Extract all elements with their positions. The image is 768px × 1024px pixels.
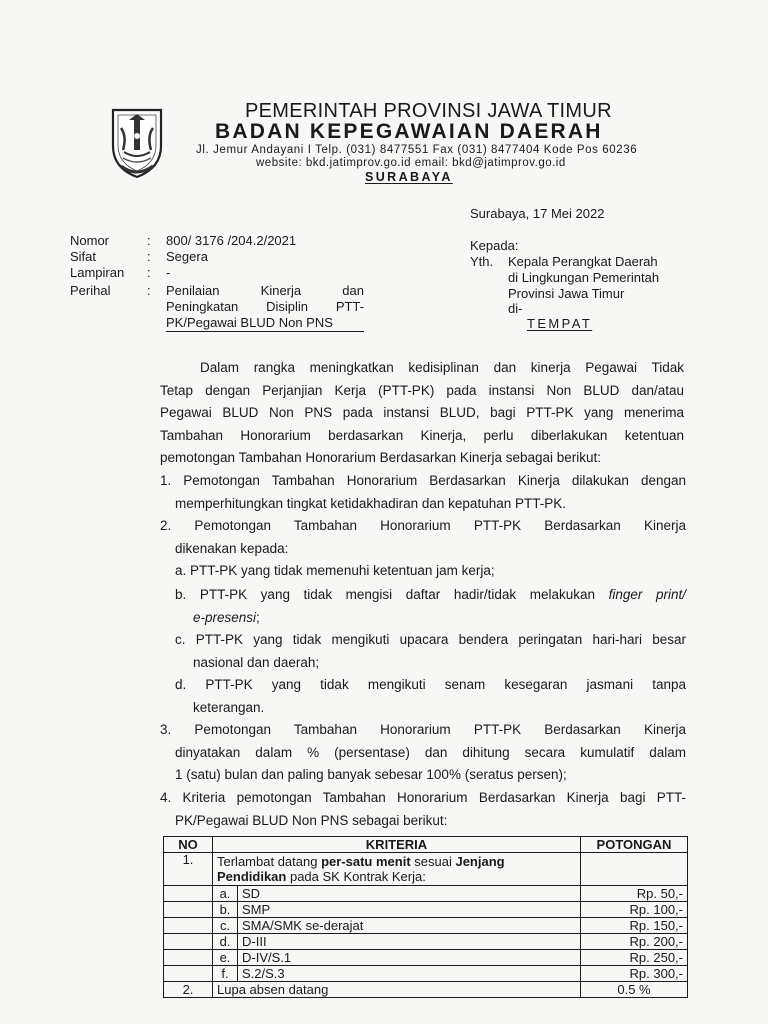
- header-potongan: POTONGAN: [581, 837, 688, 853]
- paragraph-line: 1 (satu) bulan dan paling banyak sebesar 100% (seratus persen);: [175, 767, 567, 782]
- recipient-line: di-: [508, 301, 523, 316]
- sub-value: Rp. 100,-: [581, 902, 688, 918]
- criteria-table: [163, 836, 688, 998]
- perihal-label: Perihal: [70, 283, 111, 298]
- row-no: [164, 950, 213, 966]
- perihal-colon: :: [147, 283, 151, 298]
- paragraph-line: PK/Pegawai BLUD Non PNS sebagai berikut:: [175, 812, 448, 828]
- perihal-value: [166, 283, 364, 332]
- kriteria-bold: Pendidikan: [217, 869, 287, 884]
- sub-label: SD: [238, 886, 581, 902]
- letterhead-agency: BADAN KEPEGAWAIAN DAERAH: [215, 120, 603, 143]
- kepada-label: Kepada:: [470, 238, 519, 253]
- table-row: [164, 918, 688, 934]
- kriteria-bold: Jenjang: [455, 854, 505, 869]
- item-2b-italic: finger print/: [608, 587, 686, 602]
- lampiran-colon: :: [147, 265, 151, 280]
- letterhead-address: Jl. Jemur Andayani I Telp. (031) 8477551 Fax (031) 8477404 Kode Pos 60236: [196, 144, 638, 156]
- kriteria-bold: per-satu menit: [321, 854, 411, 869]
- sub-letter: e.: [213, 950, 238, 966]
- letterhead-web: website: bkd.jatimprov.go.id email: bkd@jatimprov.go.id: [256, 157, 566, 169]
- row-no: 1.: [164, 853, 213, 886]
- perihal-line: PK/Pegawai BLUD Non PNS: [166, 315, 364, 332]
- list-item-2d: [175, 674, 686, 719]
- row-potongan: 0.5 %: [581, 982, 688, 998]
- paragraph-line: Pegawai BLUD Non PNS pada instansi BLUD, bagi PTT-PK yang menerima: [160, 405, 684, 420]
- row-kriteria: Lupa absen datang: [213, 982, 581, 998]
- letter-date: Surabaya, 17 Mei 2022: [470, 206, 605, 221]
- paragraph-line: Tetap dengan Perjanjian Kerja (PTT-PK) pada instansi Non BLUD dan/atau: [160, 382, 684, 398]
- intro-paragraph: [160, 357, 684, 470]
- table-row: [164, 966, 688, 982]
- paragraph-line: dinyatakan dalam % (persentase) dan dihitung secara kumulatif dalam: [175, 744, 686, 760]
- sifat-value: Segera: [166, 249, 208, 264]
- row-no: 2.: [164, 982, 213, 998]
- paragraph-line: dikenakan kepada:: [175, 540, 289, 556]
- kriteria-text: Terlambat datang: [217, 854, 322, 869]
- table-row: [164, 934, 688, 950]
- perihal-line: [166, 299, 364, 315]
- perihal-word: PTT-: [335, 299, 364, 314]
- perihal-word: dan: [342, 283, 364, 298]
- header-no: NO: [164, 837, 213, 853]
- perihal-line: [166, 283, 364, 299]
- row-potongan: [581, 853, 688, 886]
- paragraph-line: pemotongan Tambahan Honorarium Berdasarkan Kinerja sebagai berikut:: [160, 450, 602, 465]
- sub-label: D-III: [238, 934, 581, 950]
- row-no: [164, 966, 213, 982]
- nomor-colon: :: [147, 233, 151, 248]
- paragraph-line: nasional dan daerah;: [193, 654, 320, 670]
- item-2b-text: b. PTT-PK yang tidak mengisi daftar hadir/tidak melakukan: [175, 587, 596, 602]
- row-no: [164, 886, 213, 902]
- sub-value: Rp. 50,-: [581, 886, 688, 902]
- nomor-value: 800/ 3176 /204.2/2021: [166, 233, 297, 248]
- sub-label: D-IV/S.1: [238, 950, 581, 966]
- row-no: [164, 902, 213, 918]
- perihal-word: Disiplin: [266, 299, 308, 314]
- row-kriteria: [213, 853, 581, 886]
- list-item-2c: [175, 629, 686, 674]
- nomor-label: Nomor: [70, 233, 110, 248]
- sub-letter: b.: [213, 902, 238, 918]
- sub-letter: c.: [213, 918, 238, 934]
- yth-label: Yth.: [470, 254, 494, 269]
- list-item-2b: [175, 584, 686, 629]
- paragraph-line: 4. Kriteria pemotongan Tambahan Honorarium Berdasarkan Kinerja bagi PTT-: [160, 790, 686, 805]
- table-row: [164, 982, 688, 998]
- row-no: [164, 918, 213, 934]
- sub-label: S.2/S.3: [238, 966, 581, 982]
- paragraph-line: memperhitungkan tingkat ketidakhadiran dan kepatuhan PTT-PK.: [175, 495, 566, 511]
- sub-label: SMP: [238, 902, 581, 918]
- sub-value: Rp. 150,-: [581, 918, 688, 934]
- table-row: [164, 886, 688, 902]
- sifat-label: Sifat: [70, 249, 97, 264]
- list-item-4: [160, 787, 686, 832]
- table-row: [164, 853, 688, 886]
- paragraph-line: keterangan.: [193, 699, 265, 715]
- list-item-1: [160, 470, 686, 515]
- sub-letter: d.: [213, 934, 238, 950]
- sub-value: Rp. 300,-: [581, 966, 688, 982]
- paragraph-line: Tambahan Honorarium berdasarkan Kinerja, perlu diberlakukan ketentuan: [160, 427, 684, 443]
- perihal-word: Penilaian: [166, 283, 220, 298]
- paragraph-line: d. PTT-PK yang tidak mengikuti senam kesegaran jasmani tanpa: [175, 677, 686, 692]
- sifat-colon: :: [147, 249, 151, 264]
- lampiran-label: Lampiran: [70, 265, 125, 280]
- tempat-label: TEMPAT: [527, 316, 593, 331]
- recipient-line: Kepala Perangkat Daerah: [508, 254, 658, 269]
- list-item-3: [160, 719, 686, 787]
- paragraph-line: Dalam rangka meningkatkan kedisiplinan dan kinerja Pegawai Tidak: [200, 360, 684, 375]
- lampiran-value: -: [166, 265, 171, 280]
- sub-label: SMA/SMK se-derajat: [238, 918, 581, 934]
- table-row: [164, 950, 688, 966]
- table-header-row: [164, 837, 688, 853]
- paragraph-line: c. PTT-PK yang tidak mengikuti upacara bendera peringatan hari-hari besar: [175, 632, 686, 647]
- kriteria-text: sesuai: [410, 854, 456, 869]
- paragraph-line: 1. Pemotongan Tambahan Honorarium Berdasarkan Kinerja dilakukan dengan: [160, 473, 686, 488]
- sub-letter: a.: [213, 886, 238, 902]
- sub-letter: f.: [213, 966, 238, 982]
- recipient-line: di Lingkungan Pemerintah: [508, 270, 660, 285]
- paragraph-line: [175, 584, 686, 607]
- letterhead-city: SURABAYA: [365, 170, 453, 184]
- sub-value: Rp. 200,-: [581, 934, 688, 950]
- sub-value: Rp. 250,-: [581, 950, 688, 966]
- row-no: [164, 934, 213, 950]
- item-2b-italic: e-presensi: [193, 609, 257, 625]
- table-row: [164, 902, 688, 918]
- paragraph-line: [175, 607, 686, 630]
- list-item-2a: [175, 560, 686, 583]
- perihal-word: Peningkatan: [166, 299, 239, 314]
- paragraph-line: 3. Pemotongan Tambahan Honorarium PTT-PK Berdasarkan Kinerja: [160, 722, 686, 737]
- item-2b-text: ;: [256, 609, 260, 625]
- letterhead-government: PEMERINTAH PROVINSI JAWA TIMUR: [245, 100, 612, 122]
- list-item-2: [160, 515, 686, 560]
- paragraph-line: a. PTT-PK yang tidak memenuhi ketentuan jam kerja;: [175, 563, 495, 578]
- perihal-word: Kinerja: [260, 283, 302, 298]
- recipient-line: Provinsi Jawa Timur: [508, 286, 625, 301]
- header-kriteria: KRITERIA: [213, 837, 581, 853]
- kriteria-text: pada SK Kontrak Kerja:: [286, 869, 426, 884]
- provincial-emblem-icon: [107, 106, 167, 180]
- paragraph-line: 2. Pemotongan Tambahan Honorarium PTT-PK Berdasarkan Kinerja: [160, 518, 686, 533]
